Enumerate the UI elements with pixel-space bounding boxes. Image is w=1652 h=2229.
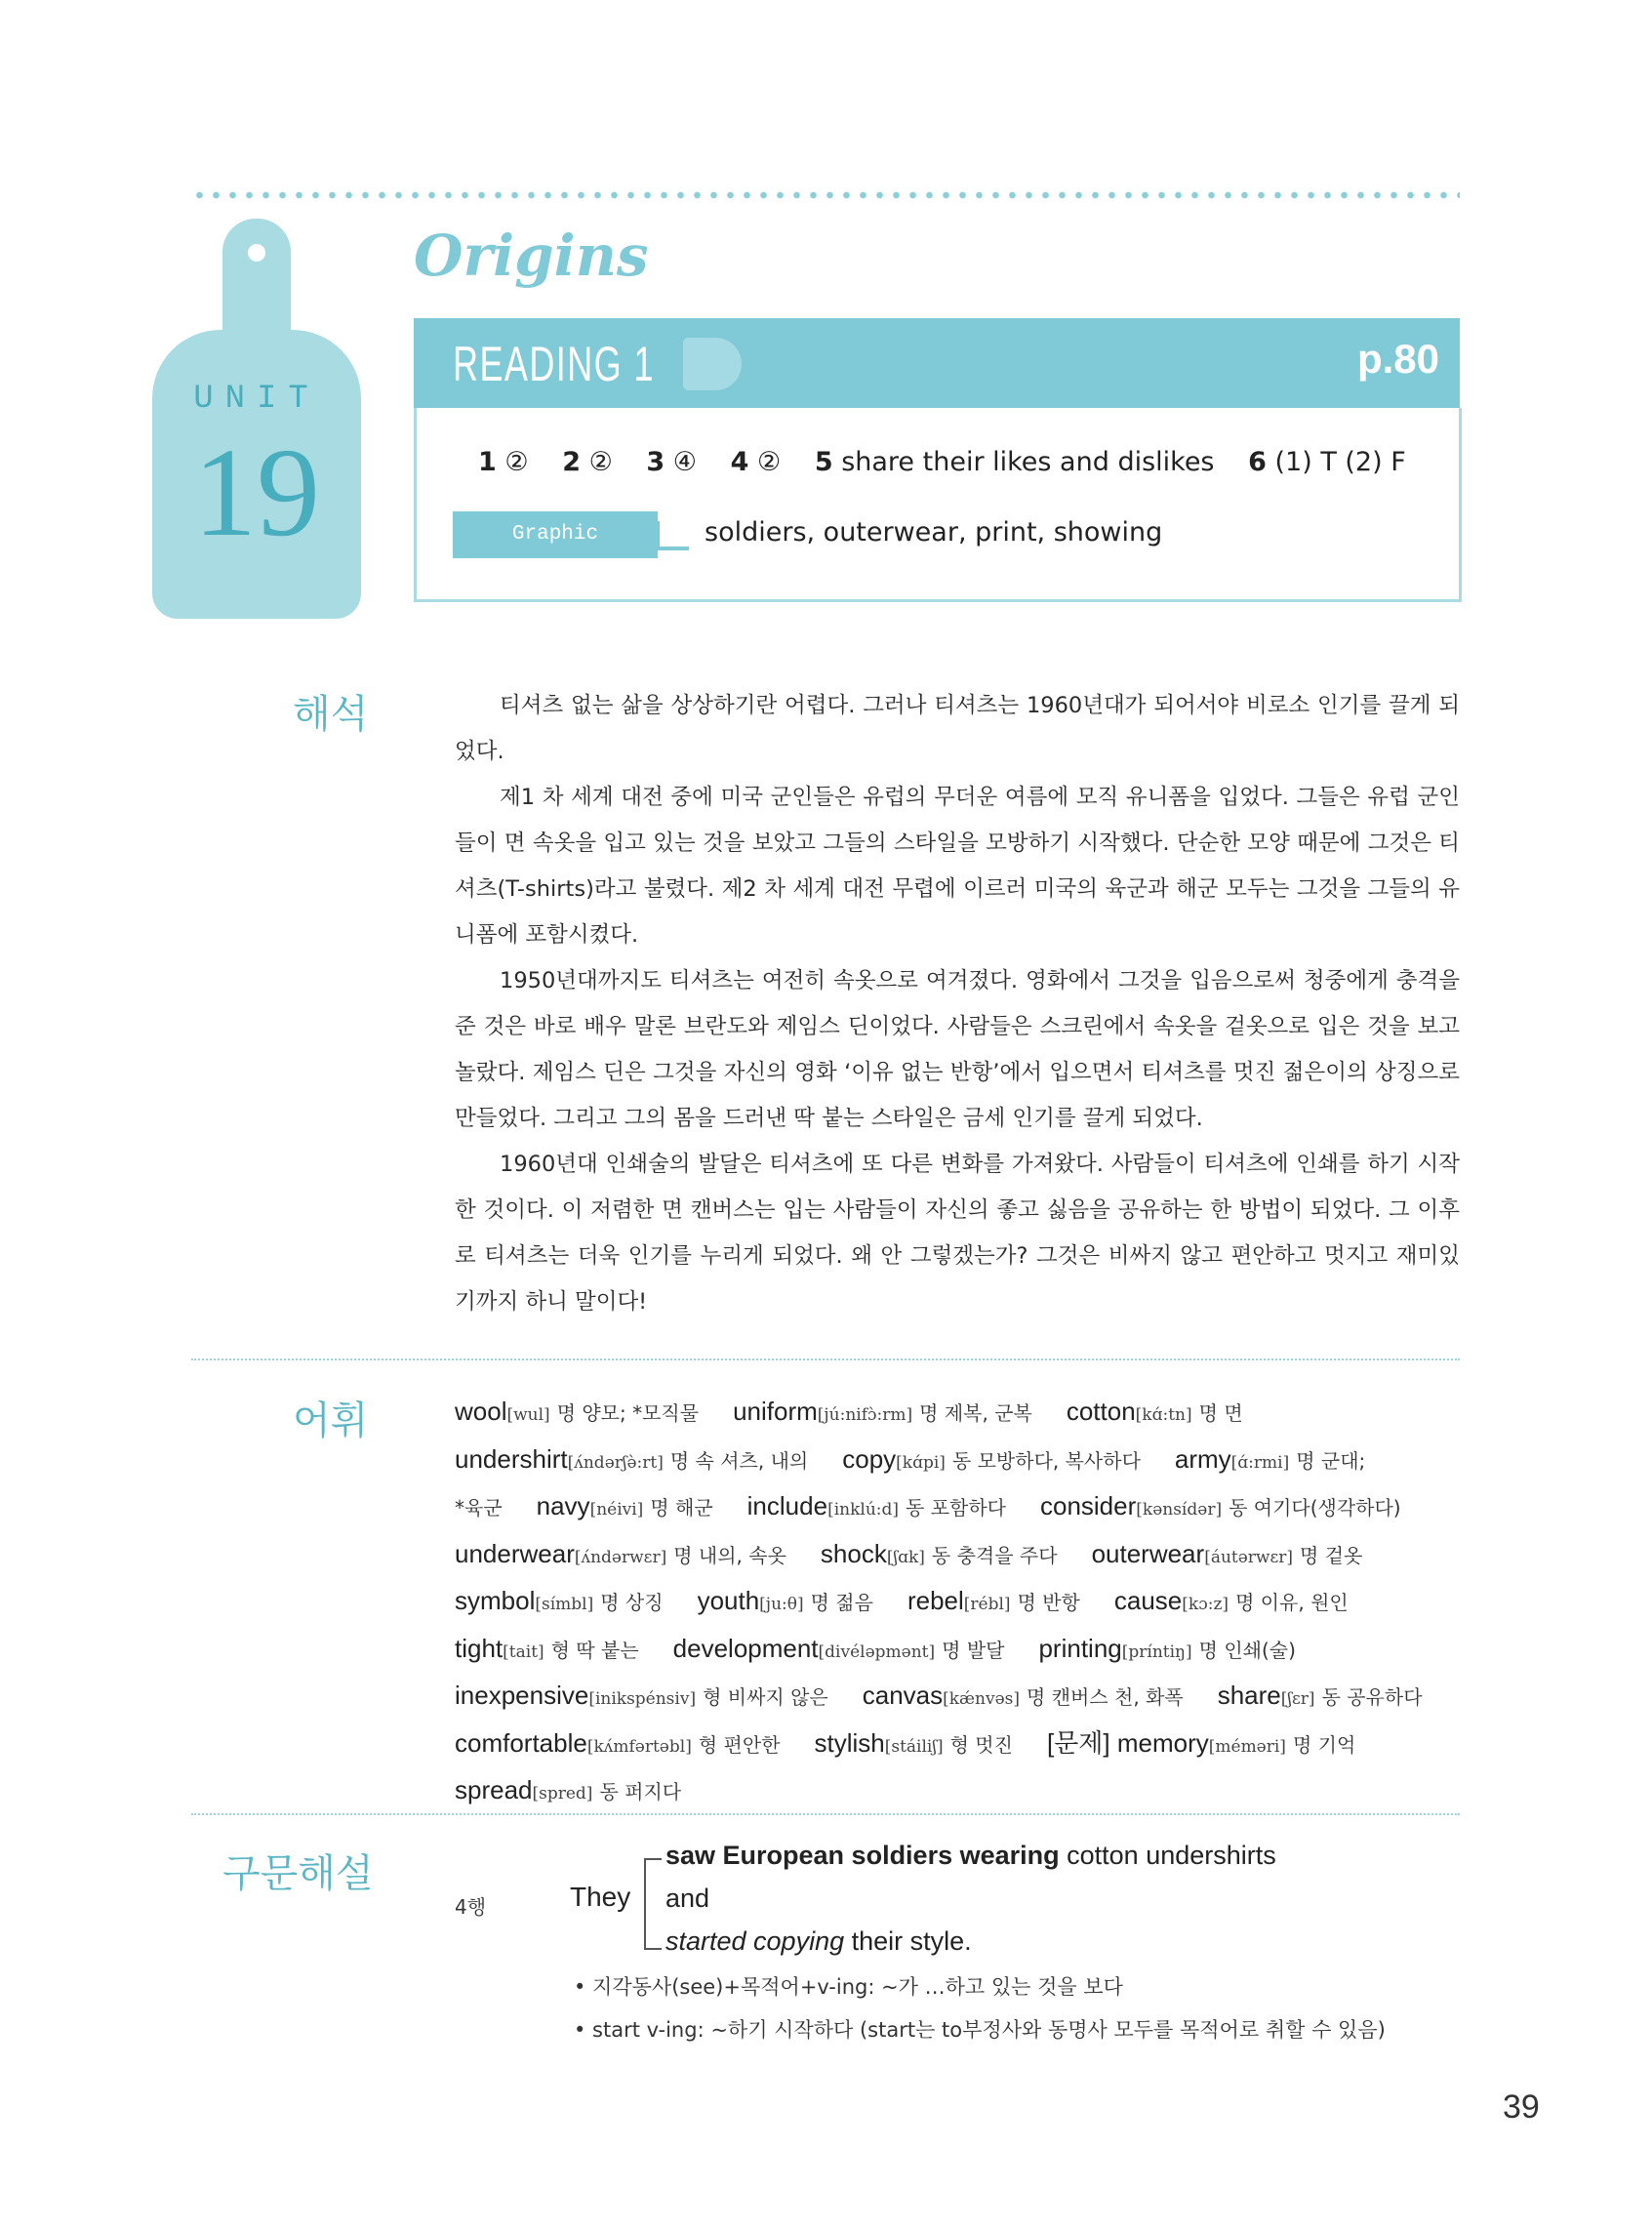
answer-item: 6 (1) T (2) F — [1248, 447, 1406, 477]
vocab-item: underwear[ʌ́ndərwɛr] 명 내의, 속옷 — [455, 1538, 786, 1568]
section-divider — [191, 1358, 1460, 1360]
translation-paragraph: 티셔츠 없는 삶을 상상하기란 어렵다. 그러나 티셔츠는 1960년대가 되어서야 비로소 인기를 끌게 되었다. — [455, 693, 1460, 764]
section-divider — [191, 1813, 1460, 1815]
vocab-item: stylish[stáiliʃ] 형 멋진 — [814, 1727, 1013, 1758]
vocab-item: navy[néivi] 명 해군 — [536, 1491, 713, 1520]
vocab-line — [455, 1390, 1470, 1438]
vocab-item: consider[kənsídər] 동 여기다(생각하다) — [1039, 1491, 1401, 1520]
reading-band-handle — [683, 338, 742, 390]
translation-paragraph: 1950년대까지도 티셔츠는 여전히 속옷으로 여겨졌다. 영화에서 그것을 입음으로써 청중에게 충격을 준 것은 바로 배우 말론 브란도와 제임스 딘이었다. 사람들은 스크린에서 속옷을 겉옷으로 입은 것을 보고 놀랐다. 제임스 딘은 그것을 자신의 영화 ‘이유 없는 반항’에서 입으면서 티셔츠를 멋진 젊은이의 상징으로 만들었다. 그리고 그의 몸을 드러낸 딱 붙는 스타일은 금세 인기를 끌게 되었다. — [455, 968, 1460, 1131]
branch-bracket — [644, 1858, 662, 1950]
vocab-item: spread[spred] 동 퍼지다 — [455, 1775, 682, 1804]
translation-label: 해석 — [293, 692, 369, 737]
translation-paragraph: 제1 차 세계 대전 중에 미국 군인들은 유럽의 무더운 여름에 모직 유니폼을 입었다. 그들은 유럽 군인들이 면 속옷을 입고 있는 것을 보았고 그들의 스타일을 모방하기 시작했다. 단순한 모양 때문에 그것은 티셔츠(T-shirts)라고 불렸다. 제2 차 세계 대전 무렵에 이르러 미국의 육군과 해군 모두는 그것을 그들의 유니폼에 포함시켰다. — [455, 785, 1460, 948]
predicate-branch-2: started copying their style. — [665, 1926, 972, 1956]
vocab-item: tight[tait] 형 딱 붙는 — [455, 1633, 639, 1663]
vocab-item: shock[ʃɑk] 동 충격을 주다 — [820, 1538, 1058, 1568]
grammar-note: • start v-ing: ~하기 시작하다 (start는 to부정사와 동명사 모두를 목적어로 취할 수 있음) — [574, 2018, 1386, 2042]
unit-word: UNIT — [193, 381, 320, 418]
vocab-item: *육군 — [455, 1496, 503, 1520]
vocab-item: cotton[kɑ́:tn] 명 면 — [1066, 1397, 1243, 1426]
topic-title: Origins — [414, 223, 649, 289]
reading-title: READING 1 — [453, 337, 656, 391]
page-number: 39 — [1503, 2088, 1540, 2126]
vocab-item: youth[ju:θ] 명 젊음 — [697, 1586, 873, 1615]
graphic-organizer-connector — [656, 521, 689, 550]
vocab-item: copy[kɑ́pi] 동 모방하다, 복사하다 — [842, 1443, 1141, 1474]
translation-text — [455, 683, 1460, 1325]
vocab-item: inexpensive[inikspénsiv] 형 비싸지 않은 — [455, 1681, 828, 1710]
graphic-organizer-answer: soldiers, outerwear, print, showing — [705, 517, 1163, 547]
sentence-subject: They — [570, 1882, 631, 1912]
vocab-item: cause[kɔ:z] 명 이유, 원인 — [1113, 1586, 1349, 1615]
answer-item: 5 share their likes and dislikes — [814, 447, 1215, 477]
vocab-line — [455, 1674, 1470, 1722]
vocab-line — [455, 1722, 1470, 1769]
vocab-item: comfortable[kʌ́mfərtəbl] 형 편안한 — [455, 1727, 781, 1758]
vocab-line — [455, 1532, 1470, 1580]
answer-item: 2 ② — [562, 447, 613, 477]
vocab-line — [455, 1768, 1470, 1816]
vocab-item: include[inklú:d] 동 포함하다 — [746, 1491, 1006, 1520]
graphic-organizer-tag: Graphic Organizer — [453, 511, 658, 558]
line-reference: 4행 — [455, 1895, 487, 1919]
unit-number: 19 — [193, 423, 320, 563]
vocab-item: development[divéləpmənt] 명 발달 — [672, 1633, 1005, 1663]
answer-item: 4 ② — [730, 447, 782, 477]
vocab-line — [455, 1627, 1470, 1675]
vocab-item: wool[wul] 명 양모; *모직물 — [455, 1397, 700, 1426]
answer-list — [478, 447, 1431, 477]
vocab-line — [455, 1484, 1470, 1532]
conjunction: and — [665, 1884, 710, 1913]
vocab-item: symbol[símbl] 명 상징 — [455, 1586, 664, 1615]
grammar-note: • 지각동사(see)+목적어+v-ing: ~가 …하고 있는 것을 보다 — [574, 1975, 1123, 1999]
predicate-branch-1: saw European soldiers wearing cotton undershirts — [665, 1841, 1276, 1870]
vocab-item: army[ɑ́:rmi] 명 군대; — [1174, 1443, 1366, 1474]
unit-badge-hole — [248, 244, 265, 262]
vocab-item: [문제] memory[méməri] 명 기억 — [1046, 1727, 1356, 1758]
answer-item: 1 ② — [478, 447, 529, 477]
vocab-item: uniform[jú:nifɔ̀:rm] 명 제복, 군복 — [733, 1397, 1032, 1426]
translation-paragraph: 1960년대 인쇄술의 발달은 티셔츠에 또 다른 변화를 가져왔다. 사람들이 티셔츠에 인쇄를 하기 시작한 것이다. 이 저렴한 면 캔버스는 입는 사람들이 자신의 좋고 싫음을 공유하는 한 방법이 되었다. 그 이후로 티셔츠는 더욱 인기를 누리게 되었다. 왜 안 그렇겠는가? 그것은 비싸지 않고 편안하고 멋지고 재미있기까지 하니 말이다! — [455, 1152, 1460, 1315]
vocab-item: printing[príntiŋ] 명 인쇄(술) — [1038, 1633, 1296, 1663]
vocab-item: canvas[kǽnvəs] 명 캔버스 천, 화폭 — [862, 1681, 1184, 1710]
vocab-item: undershirt[ʌ́ndərʃə̀:rt] 명 속 셔츠, 내의 — [455, 1443, 809, 1474]
vocab-line — [455, 1579, 1470, 1627]
vocab-item: outerwear[áutərwɛr] 명 겉옷 — [1091, 1538, 1363, 1568]
vocab-item: share[ʃɛr] 동 공유하다 — [1217, 1681, 1423, 1710]
answer-item: 3 ④ — [646, 447, 698, 477]
vocab-line — [455, 1438, 1470, 1485]
vocabulary-list — [455, 1390, 1470, 1816]
vocab-item: rebel[rébl] 명 반항 — [907, 1586, 1080, 1615]
vocabulary-label: 어휘 — [293, 1398, 369, 1443]
syntax-label: 구문해설 — [222, 1851, 374, 1896]
page-reference: p.80 — [1356, 336, 1439, 382]
top-dotted-rule — [191, 191, 1460, 199]
